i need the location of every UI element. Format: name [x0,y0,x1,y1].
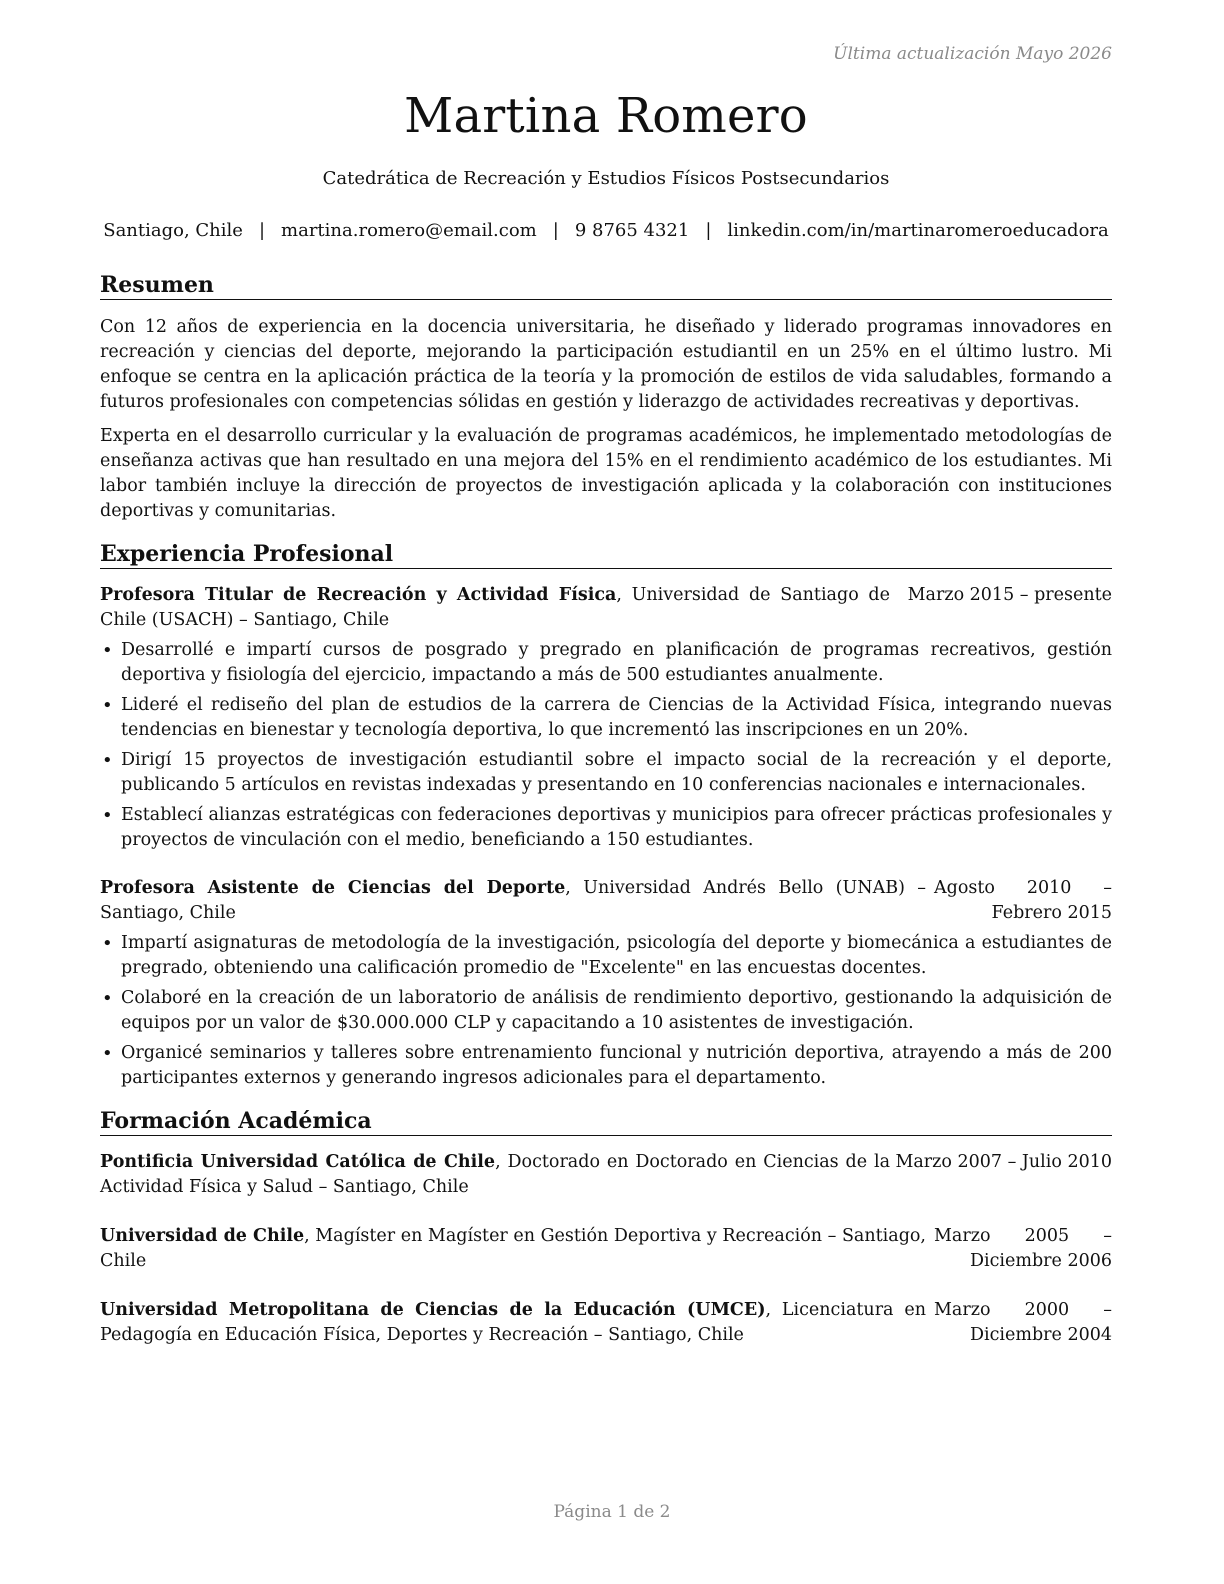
education-dates: Marzo 2007 – Julio 2010 [895,1152,1112,1172]
list-item: • Desarrollé e impartí cursos de posgrado y pregrado en planificación de programas recreativos, gestión deportiva y fisiología del ejercicio, impactando a más de 500 estudiantes anualmente. [100,638,1112,688]
job-org: , Universidad de Santiago de Chile (USACH) – Santiago, Chile [100,585,890,630]
section-title-summary: Resumen [100,271,1112,300]
last-updated: Última actualización Mayo 2026 [833,44,1112,64]
education-school-detail [100,1298,926,1348]
list-item: • Lideré el rediseño del plan de estudios de la carrera de Ciencias de la Actividad Física, integrando nuevas tendencias en bienestar y tecnología deportiva, lo que incrementó las inscripciones en un 20%. [100,693,1112,743]
job-role: Profesora Asistente de Ciencias del Deporte [100,878,566,898]
job-role: Profesora Titular de Recreación y Actividad Física [100,585,617,605]
contact-phone: 9 8765 4321 [574,220,690,241]
summary-paragraph: Experta en el desarrollo curricular y la evaluación de programas académicos, he implementado metodologías de enseñanza activas que han resultado en una mejora del 15% en el rendimiento académico de los estudiantes. Mi labor también incluye la dirección de proyectos de investigación aplicada y la colaboración con instituciones deportivas y comunitarias. [100,426,1112,521]
summary-paragraph: Con 12 años de experiencia en la docencia universitaria, he diseñado y liderado programas innovadores en recreación y ciencias del deporte, mejorando la participación estudiantil en un 25% en el último lustro. Mi enfoque se centra en la aplicación práctica de la teoría y la promoción de estilos de vida saludables, formando a futuros profesionales con competencias sólidas en gestión y liderazgo de actividades recreativas y deportivas. [100,317,1112,412]
section-title-experience: Experiencia Profesional [100,540,1112,569]
section-title-education: Formación Académica [100,1107,1112,1136]
education-detail: , Magíster en Magíster en Gestión Deportiva y Recreación – Santiago, Chile [100,1226,926,1271]
education-school-detail [100,1150,890,1200]
education-item [100,1298,1112,1348]
job-heading [100,583,1112,633]
page-number: Página 1 de 2 [553,1502,671,1522]
job-bullets [100,638,1112,858]
contact-location: Santiago, Chile [103,220,243,241]
job-role-org [100,876,926,926]
education-item [100,1224,1112,1274]
contact-line [100,220,1112,241]
job-dates: Marzo 2015 – presente [907,585,1112,605]
job-bullets [100,931,1112,1096]
education-detail: , Licenciatura en Pedagogía en Educación Física, Deportes y Recreación – Santiago, Chile [100,1300,926,1345]
list-item: • Organicé seminarios y talleres sobre entrenamiento funcional y nutrición deportiva, atrayendo a más de 200 participantes externos y generando ingresos adicionales para el departamento. [100,1041,1112,1091]
education-school: Universidad Metropolitana de Ciencias de la Educación (UMCE) [100,1300,766,1320]
contact-email[interactable]: martina.romero@email.com [281,220,537,241]
contact-separator: | [705,220,712,241]
education-dates: Marzo 2000 – Diciembre 2004 [934,1300,1112,1345]
job-role-org [100,583,890,633]
contact-separator: | [258,220,266,241]
education-school: Pontificia Universidad Católica de Chile [100,1152,496,1172]
candidate-name: Martina Romero [404,88,808,144]
job-heading [100,876,1112,926]
candidate-tagline: Catedrática de Recreación y Estudios Físicos Postsecundarios [322,168,890,189]
job-org: , Universidad Andrés Bello (UNAB) – Santiago, Chile [100,878,926,923]
education-school: Universidad de Chile [100,1226,305,1246]
contact-linkedin[interactable]: linkedin.com/in/martinaromeroeducadora [727,220,1109,241]
education-dates: Marzo 2005 – Diciembre 2006 [934,1226,1112,1271]
contact-separator: | [552,220,559,241]
list-item: • Establecí alianzas estratégicas con federaciones deportivas y municipios para ofrecer prácticas profesionales y proyectos de vinculación con el medio, beneficiando a 150 estudiantes. [100,803,1112,853]
job-dates: Agosto 2010 – Febrero 2015 [934,878,1112,923]
education-item [100,1150,1112,1200]
education-detail: , Doctorado en Doctorado en Ciencias de la Actividad Física y Salud – Santiago, Chile [100,1152,890,1197]
education-school-detail [100,1224,926,1274]
list-item: • Impartí asignaturas de metodología de la investigación, psicología del deporte y biomecánica a estudiantes de pregrado, obteniendo una calificación promedio de "Excelente" en las encuestas docentes. [100,931,1112,981]
list-item: • Colaboré en la creación de un laboratorio de análisis de rendimiento deportivo, gestionando la adquisición de equipos por un valor de $30.000.000 CLP y capacitando a 10 asistentes de investigación. [100,986,1112,1036]
list-item: • Dirigí 15 proyectos de investigación estudiantil sobre el impacto social de la recreación y el deporte, publicando 5 artículos en revistas indexadas y presentando en 10 conferencias nacionales e internacionales. [100,748,1112,798]
